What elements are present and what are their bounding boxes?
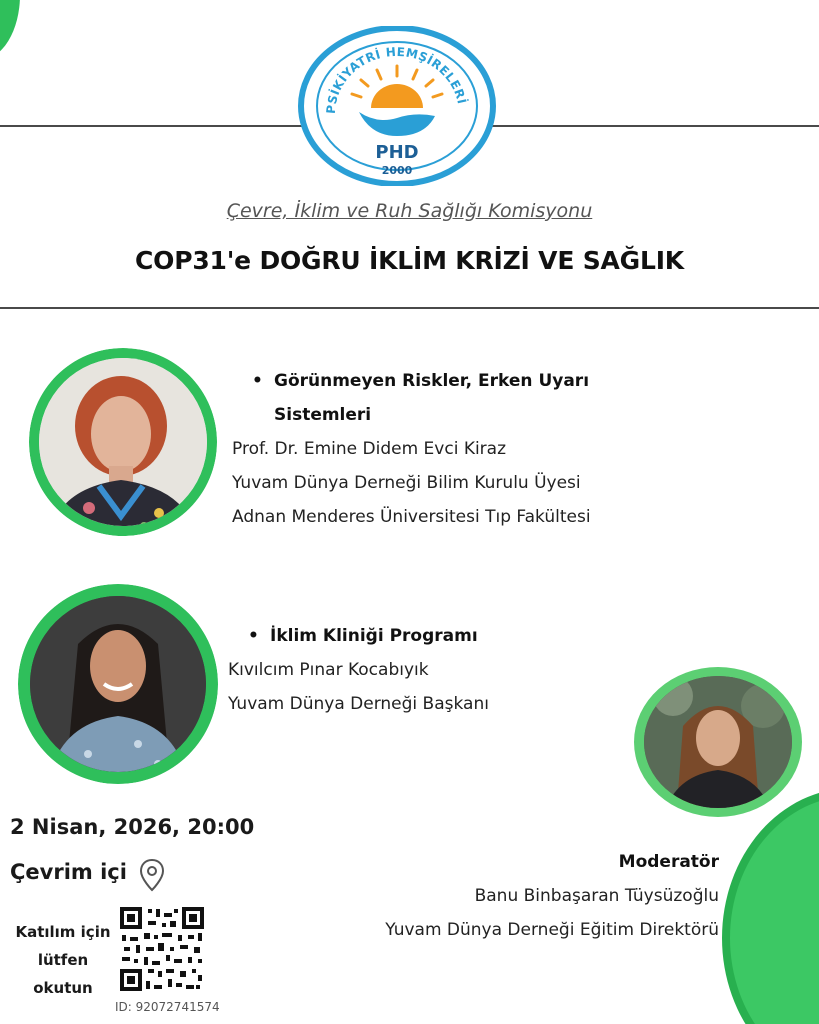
talk-1-affiliation-1: Yuvam Dünya Derneği Bilim Kurulu Üyesi [232,473,581,493]
location-pin-icon [139,858,165,896]
event-date: 2 Nisan, 2026, 20:00 [10,815,255,839]
logo-year: 2000 [381,164,413,177]
title-rule [0,307,819,309]
moderator-title: Yuvam Dünya Derneği Eğitim Direktörü [385,920,719,940]
talk-1-affiliation-2: Adnan Menderes Üniversitesi Tıp Fakültesi [232,507,591,527]
moderator-info [385,845,719,947]
speaker-2-photo [18,584,218,784]
event-title: COP31'e DOĞRU İKLİM KRİZİ VE SAĞLIK [135,246,684,275]
talk-2-affiliation-1: Yuvam Dünya Derneği Başkanı [228,694,489,714]
decor-circle-bottom-right [722,788,819,1024]
header-rule-right [492,125,819,127]
talk-1-speaker: Prof. Dr. Emine Didem Evci Kiraz [232,439,507,459]
talk-2 [228,619,489,721]
talk-2-speaker: Kıvılcım Pınar Kocabıyık [228,660,429,680]
committee-subtitle: Çevre, İklim ve Ruh Sağlığı Komisyonu [226,200,593,222]
scan-instruction: Katılım için lütfen okutun [15,923,111,997]
meeting-id: ID: 92072741574 [115,1000,220,1014]
talk-1 [232,364,591,534]
logo-abbr: PHD [375,142,419,163]
talk-2-topic-line1: İklim Kliniği Programı [270,626,478,646]
moderator-name: Banu Binbaşaran Tüysüzoğlu [474,886,719,906]
phd-logo [297,26,497,186]
decor-circle-top-left [0,0,20,60]
talk-1-topic-line1: Görünmeyen Riskler, Erken Uyarı [274,371,590,391]
moderator-role: Moderatör [618,852,719,872]
header-rule-left [0,125,305,127]
moderator-photo [633,666,803,818]
qr-code[interactable] [118,905,206,993]
talk-1-topic [252,364,591,398]
talk-1-topic-line2: Sistemleri [274,405,372,425]
event-location: Çevrim içi [10,860,127,884]
speaker-1-photo [29,348,217,536]
logo-arc-text: PSİKİYATRİ HEMŞİRELERİ [323,44,470,115]
talk-2-topic [248,619,489,653]
